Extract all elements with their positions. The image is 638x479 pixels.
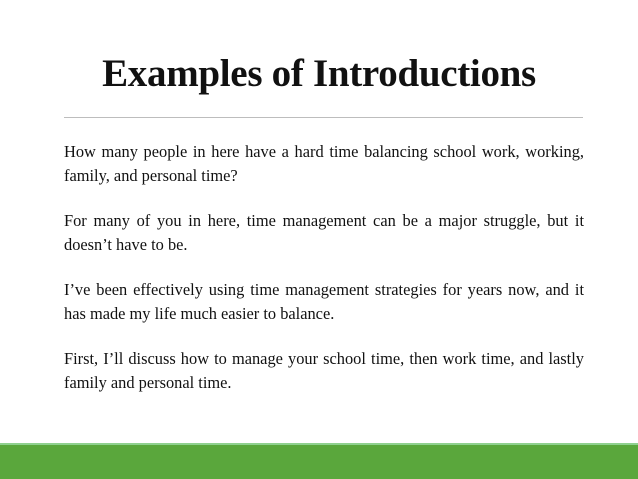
title-divider <box>64 117 583 118</box>
paragraph-4: First, I’ll discuss how to manage your school time, then work time, and lastly family and personal time. <box>64 349 584 392</box>
slide-body <box>64 140 584 395</box>
paragraph-2: For many of you in here, time management can be a major struggle, but it doesn’t have to be. <box>64 211 584 254</box>
footer-band <box>0 445 638 479</box>
slide-title: Examples of Introductions <box>102 52 536 95</box>
paragraph-3: I’ve been effectively using time management strategies for years now, and it has made my life much easier to balance. <box>64 280 584 323</box>
paragraph-1: How many people in here have a hard time balancing school work, working, family, and personal time? <box>64 142 584 185</box>
